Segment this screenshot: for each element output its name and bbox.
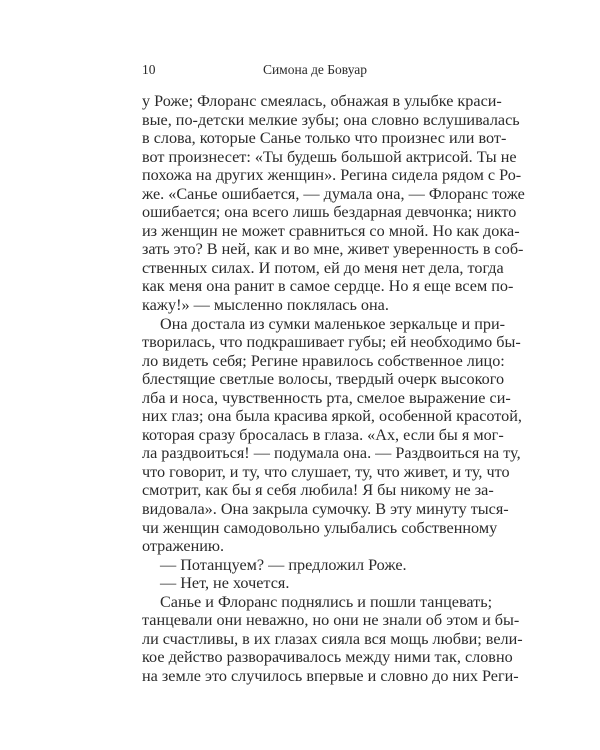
paragraph	[142, 592, 523, 686]
text-line: что говорит, и ту, что слушает, ту, что живет, и ту, что	[142, 462, 510, 481]
text-line: блестящие светлые волосы, твердый очерк высокого	[142, 370, 505, 389]
text-line: творилась, что подкрашивает губы; ей необходимо бы-	[142, 333, 521, 352]
text-line: Санье и Флоранс поднялись и пошли танцевать;	[160, 592, 493, 611]
paragraph	[142, 574, 488, 593]
text-line: смотрит, как бы я себя любила! Я бы никому не за-	[142, 481, 494, 500]
text-line: в слова, которые Санье только что произнес или вот-	[142, 129, 507, 148]
text-line: ли счастливы, в их глазах сияла вся мощь любви; вели-	[142, 629, 523, 648]
text-line: на земле это случилось впервые и словно до них Реги-	[142, 666, 519, 685]
text-line: видовала». Она закрыла сумочку. В эту минуту тыся-	[142, 500, 509, 519]
text-line: ошибается; она всего лишь бездарная девчонка; никто	[142, 203, 517, 222]
running-header	[142, 62, 488, 82]
text-line: ло видеть себя; Регине нравилось собственное лицо:	[142, 351, 505, 370]
text-line: ла раздвоиться! — подумала она. — Раздвоиться на ту,	[142, 444, 521, 463]
text-line: из женщин не может сравниться со мной. Но как дока-	[142, 221, 520, 240]
text-line: как меня она ранит в самое сердце. Но я еще всем по-	[142, 277, 514, 296]
running-title: Симона де Бовуар	[262, 62, 368, 77]
text-line: которая сразу бросалась в глаза. «Ах, если бы я мог-	[142, 425, 504, 444]
text-line: чи женщин самодовольно улыбались собственному	[142, 518, 498, 537]
text-line: похожа на других женщин». Регина сидела рядом с Ро-	[142, 166, 522, 185]
page-number: 10	[142, 62, 156, 77]
text-line: них глаз; она была красива яркой, особенной красотой,	[142, 407, 522, 426]
text-line: танцевали они неважно, но они не знали об этом и бы-	[142, 611, 520, 630]
text-line: вые, по-детски мелкие зубы; она словно вслушивалась	[142, 110, 520, 129]
text-line: вот произнесет: «Ты будешь большой актрисой. Ты не	[142, 147, 517, 166]
text-line: отражению.	[142, 537, 225, 556]
text-line: Она достала из сумки маленькое зеркальце и при-	[160, 314, 506, 333]
text-line: — Нет, не хочется.	[160, 574, 290, 593]
text-line: кое действо разворачивалось между ними так, словно	[142, 648, 513, 667]
text-line: лба и носа, чувственность рта, смелое выражение си-	[142, 388, 511, 407]
text-line: у Роже; Флоранс смеялась, обнажая в улыбке краси-	[142, 92, 502, 110]
text-line: же. «Санье ошибается, — думала она, — Флоранс тоже	[142, 184, 525, 203]
paragraph	[142, 92, 525, 315]
text-line: зать это? В ней, как и во мне, живет уверенность в соб-	[142, 240, 524, 259]
text-line: ственных силах. И потом, ей до меня нет дела, тогда	[142, 258, 504, 277]
text-line: — Потанцуем? — предложил Роже.	[160, 555, 407, 574]
paragraph	[142, 556, 488, 575]
paragraph	[142, 314, 522, 556]
page-body-text	[142, 92, 525, 686]
text-line: кажу!» — мысленно поклялась она.	[142, 296, 389, 315]
